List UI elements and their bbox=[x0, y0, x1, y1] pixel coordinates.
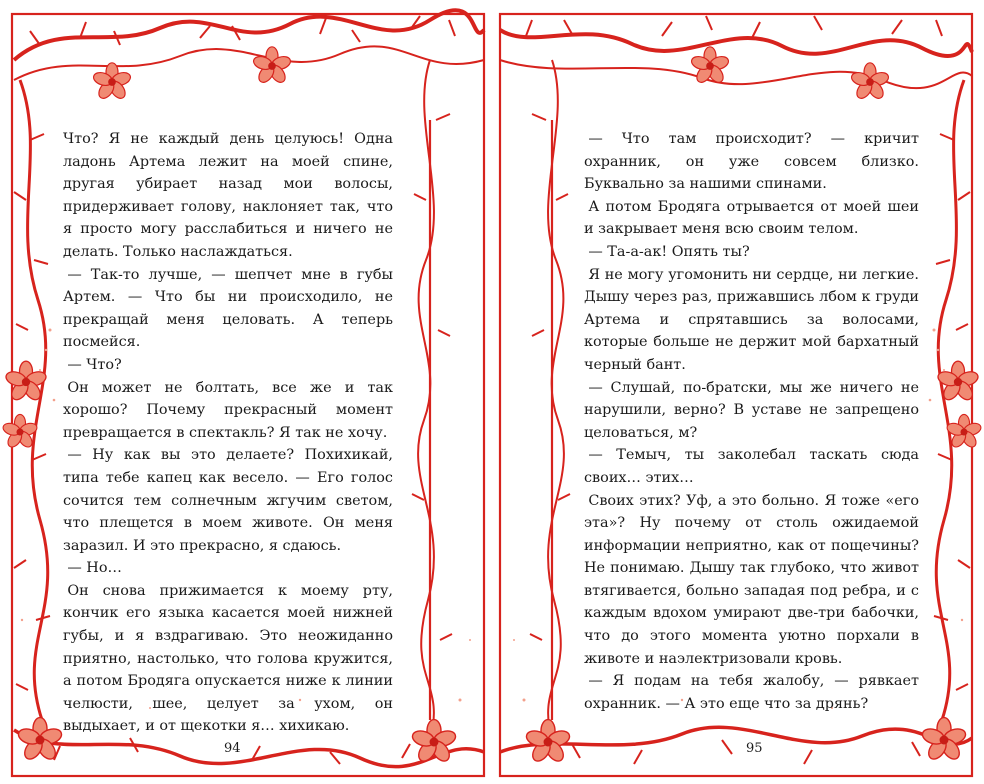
paragraph: — Слушай, по-братски, мы же ничего не нарушили, верно? В уставе не запрещено целоваться, м? bbox=[584, 379, 919, 441]
flower-icon bbox=[92, 63, 132, 101]
paragraph: — Что там происходит? — кричит охранник, он уже совсем близко. Буквально за нашими спинами. bbox=[584, 131, 919, 193]
page-number: 94 bbox=[224, 741, 241, 756]
paragraph: — Так-то лучше, — шепчет мне в губы Артем. — Что бы ни происходило, не прекращай меня целовать. А теперь посмейся. bbox=[63, 266, 393, 351]
paragraph: — Ну как вы это делаете? Похихикай, типа тебе капец как весело. — Его голос сочится тем солнечным жгучим светом, что плещется в моем животе. Он меня заразил. И это прекрасно, я сдаюсь. bbox=[63, 447, 393, 554]
right-page bbox=[492, 0, 984, 784]
paragraph: Своих этих? Уф, а это больно. Я тоже «его эта»? Ну почему от столь ожидаемой информации неприятно, как от пощечины? Не понимаю. Дышу так глубоко, что живот втягивается, больно западая под ребра, и с каждым вдохом умирают две-три бабочки, что до этого момента уютно порхали в животе и наэлектризовали кровь. bbox=[584, 492, 919, 667]
paragraph: А потом Бродяга отрывается от моей шеи и закрывает меня всю своим телом. bbox=[584, 198, 919, 238]
flower-icon bbox=[525, 720, 572, 765]
paragraph: — Темыч, ты заколебал таскать сюда своих… этих… bbox=[584, 447, 919, 486]
page-number: 95 bbox=[746, 741, 763, 756]
paragraph: — Что? bbox=[67, 356, 122, 373]
paragraph: — Я подам на тебя жалобу, — рявкает охранник. — А это еще что за дрянь? bbox=[584, 673, 919, 712]
paragraph: Он снова прижимается к моему рту, кончик его языка касается моей нижней губы, и я вздрагиваю. Это неожиданно приятно, настолько, что голова кружится, а потом Бродяга опускается ниже к линии челюсти, шее, целует за ухом, он выдыхает, и от щекотки я… хихикаю. bbox=[63, 582, 393, 735]
flower-icon bbox=[690, 47, 730, 85]
paragraph: — Та-а-ак! Опять ты? bbox=[588, 243, 750, 260]
left-page-text bbox=[63, 128, 393, 738]
paragraph: Я не могу угомонить ни сердце, ни легкие. Дышу через раз, прижавшись лбом к груди Артема и спрятавшись за волосами, которые больше не держит мой бархатный черный бант. bbox=[584, 266, 919, 373]
paragraph: — Но… bbox=[67, 560, 122, 577]
flower-icon bbox=[921, 718, 968, 763]
flower-icon bbox=[252, 47, 292, 85]
right-page-text bbox=[584, 128, 919, 715]
flower-icon bbox=[850, 63, 890, 101]
paragraph: Он может не болтать, все же и так хорошо? Почему прекрасный момент превращается в спектакль? Я так не хочу. bbox=[63, 379, 393, 441]
paragraph: Что? Я не каждый день целуюсь! Одна ладонь Артема лежит на моей спине, другая убирает назад мои волосы, придерживает голову, наклоняет так, что я просто могу расслабиться и ничего не делать. Только наслаждаться. bbox=[63, 131, 393, 260]
